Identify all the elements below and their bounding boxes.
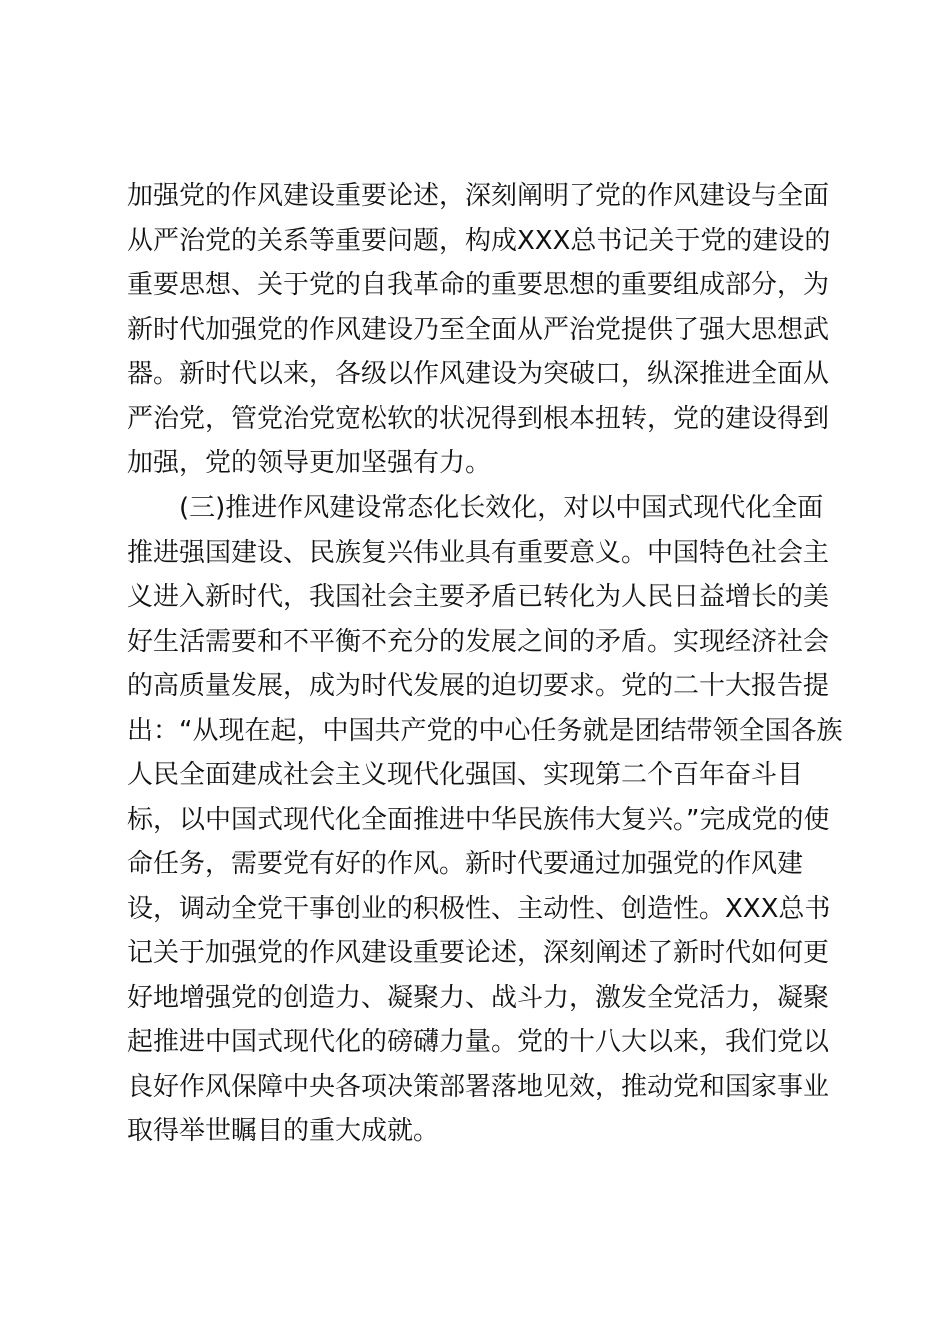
paragraph-2-line: 的高质量发展，成为时代发展的迫切要求。党的二十大报告提	[127, 671, 830, 701]
paragraph-2-line: 推进强国建设、民族复兴伟业具有重要意义。中国特色社会主	[127, 537, 830, 568]
paragraph-2-line: 好地增强党的创造力、凝聚力、战斗力，激发全党活力，凝聚	[127, 982, 830, 1013]
paragraph-1	[127, 174, 832, 486]
paragraph-1-line: 重要思想、关于党的自我革命的重要思想的重要组成部分，为	[127, 270, 830, 300]
paragraph-2-line: 标，以中国式现代化全面推进中华民族伟大复兴。”完成党的使	[127, 804, 830, 835]
paragraph-2-line: 义进入新时代，我国社会主要矛盾已转化为人民日益增长的美	[127, 582, 830, 612]
paragraph-2-line: 取得举世瞩目的重大成就。	[127, 1116, 440, 1146]
paragraph-2	[127, 486, 843, 1154]
paragraph-1-line: 严治党，管党治党宽松软的状况得到根本扭转，党的建设得到	[127, 403, 830, 434]
paragraph-2-line: (三)推进作风建设常态化长效化，对以中国式现代化全面	[179, 493, 824, 523]
paragraph-2-line: 出：“从现在起，中国共产党的中心任务就是团结带领全国各族	[127, 715, 843, 746]
paragraph-2-line: 起推进中国式现代化的磅礴力量。党的十八大以来，我们党以	[127, 1027, 830, 1057]
paragraph-1-line: 从严治党的关系等重要问题，构成XXX总书记关于党的建设的	[127, 225, 831, 256]
paragraph-2-line: 记关于加强党的作风建设重要论述，深刻阐述了新时代如何更	[127, 938, 830, 968]
paragraph-1-line: 加强，党的领导更加坚强有力。	[127, 448, 492, 478]
paragraph-2-line: 设，调动全党干事创业的积极性、主动性、创造性。XXX总书	[127, 893, 831, 924]
paragraph-2-line: 命任务，需要党有好的作风。新时代要通过加强党的作风建	[127, 849, 804, 879]
paragraph-1-line: 器。新时代以来，各级以作风建设为突破口，纵深推进全面从	[127, 359, 830, 389]
paragraph-1-line: 加强党的作风建设重要论述，深刻阐明了党的作风建设与全面	[127, 181, 830, 211]
paragraph-1-line: 新时代加强党的作风建设乃至全面从严治党提供了强大思想武	[127, 314, 830, 345]
paragraph-2-line: 好生活需要和不平衡不充分的发展之间的矛盾。实现经济社会	[127, 626, 830, 657]
paragraph-2-line: 良好作风保障中央各项决策部署落地见效，推动党和国家事业	[127, 1071, 830, 1102]
paragraph-2-line: 人民全面建成社会主义现代化强国、实现第二个百年奋斗目	[127, 760, 804, 790]
